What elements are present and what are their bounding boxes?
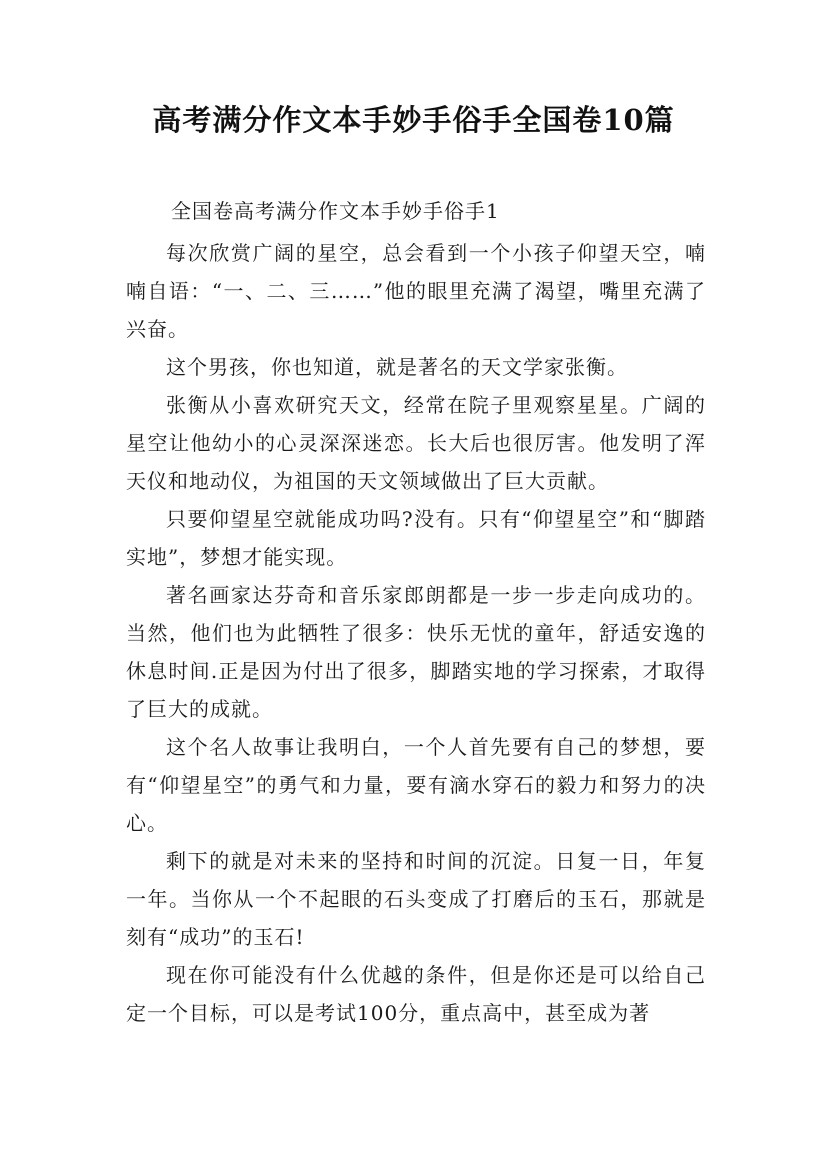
paragraph: 张衡从小喜欢研究天文，经常在院子里观察星星。广阔的星空让他幼小的心灵深深迷恋。长大后也很厉害。他发明了浑天仪和地动仪，为祖国的天文领域做出了巨大贡献。 <box>126 393 706 493</box>
paragraph: 著名画家达芬奇和音乐家郎朗都是一步一步走向成功的。当然，他们也为此牺牲了很多：快乐无忧的童年，舒适安逸的休息时间.正是因为付出了很多，脚踏实地的学习探索，才取得了巨大的成就。 <box>126 583 706 721</box>
paragraph: 现在你可能没有什么优越的条件，但是你还是可以给自己定一个目标，可以是考试100分，重点高中，甚至成为著 <box>126 963 706 1025</box>
section-heading: 全国卷高考满分作文本手妙手俗手1 <box>171 199 500 223</box>
paragraph: 剩下的就是对未来的坚持和时间的沉淀。日复一日，年复一年。当你从一个不起眼的石头变成了打磨后的玉石，那就是刻有“成功”的玉石! <box>126 849 706 949</box>
paragraph: 只要仰望星空就能成功吗?没有。只有“仰望星空”和“脚踏实地”，梦想才能实现。 <box>126 507 706 569</box>
paragraph: 这个男孩，你也知道，就是著名的天文学家张衡。 <box>166 355 628 379</box>
body-text <box>126 234 706 1032</box>
document-title: 高考满分作文本手妙手俗手全国卷10篇 <box>152 103 675 137</box>
paragraph: 这个名人故事让我明白，一个人首先要有自己的梦想，要有“仰望星空”的勇气和力量，要有滴水穿石的毅力和努力的决心。 <box>126 735 706 835</box>
paragraph: 每次欣赏广阔的星空，总会看到一个小孩子仰望天空，喃喃自语：“一、二、三……”他的眼里充满了渴望，嘴里充满了兴奋。 <box>126 241 706 341</box>
